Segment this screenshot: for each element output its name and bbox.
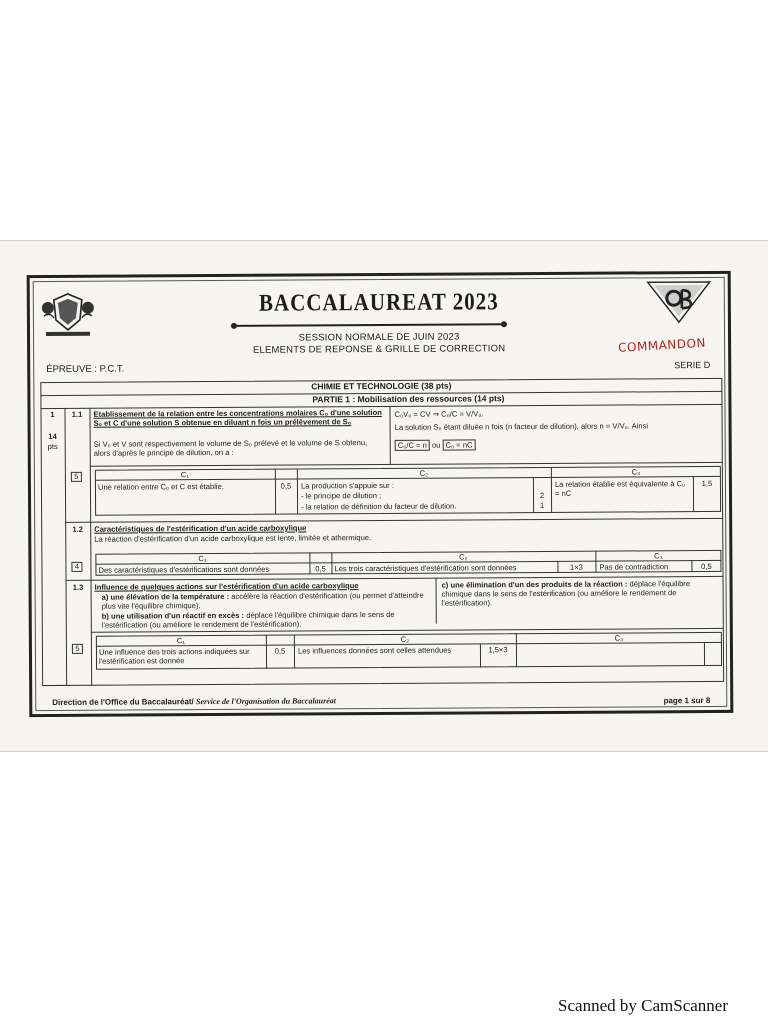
- criterion-c2-item1: - le principe de dilution ;: [300, 490, 382, 501]
- part-title: PARTIE 1 : Mobilisation des ressources (14 pts): [312, 393, 505, 405]
- q1-formula-line2: La solution S₀ étant diluée n fois (n facteur de dilution), alors n = V/V₀. Ainsi: [394, 421, 649, 432]
- q1-body: Si V₀ et V sont respectivement le volume de S₀ prélevé et le volume de S obtenu, alors d'après le principe de dilution, on a :: [93, 438, 368, 458]
- q1-result: [395, 439, 476, 451]
- q3-item-a: [102, 591, 432, 611]
- criterion-c3-header: C₃: [654, 551, 663, 561]
- q1-heading: Etablissement de la relation entre les concentrations molaires C₀ d'une solution S₀ et C d'une solution S obtenue en diluant n fois un prélèvement de S₀: [93, 407, 382, 428]
- q3-item-c-text: déplace l'équilibre chimique dans le sens de l'estérification (ou améliore le rendement de l'estérification).: [441, 579, 691, 609]
- q3-item-a-title: une élévation de la température :: [110, 591, 230, 602]
- score-box-1-1: 5: [71, 472, 82, 482]
- criterion-c3-text: La relation établie est équivalente à C₀ = nC: [554, 479, 686, 499]
- q3-heading: Influence de quelques actions sur l'estérification d'un acide carboxylique: [94, 581, 359, 592]
- criterion-c2-header: C₂: [459, 552, 468, 562]
- criterion-c1-points: 0,5: [280, 481, 292, 491]
- section-title: CHIMIE ET TECHNOLOGIE (38 pts): [311, 380, 452, 392]
- criterion-c1-points: 0,5: [315, 564, 326, 574]
- subquestion-1-3: 1.3: [72, 582, 84, 592]
- score-box-1-3: 5: [72, 644, 83, 654]
- criterion-c2-intro: La production s'appuie sur :: [300, 480, 395, 491]
- criterion-c2-points2: 1: [539, 500, 545, 511]
- q1-formula: C₀V₀ = CV ⇒ C₀/C = V/V₀.: [394, 409, 484, 419]
- criterion-c2-text: Les influences données sont celles attendues: [297, 645, 452, 656]
- page-number: page 1 sur 8: [663, 695, 711, 706]
- q1-result-box1: C₀/C = n: [395, 440, 430, 451]
- q3-item-c: [442, 579, 720, 608]
- question-points-unit: pts: [47, 441, 58, 452]
- q2-heading: Caractéristiques de l'estérification d'un acide carboxylique: [94, 523, 307, 534]
- footer-direction: [52, 696, 336, 707]
- criterion-c2-item2: - la relation de définition du facteur de dilution.: [301, 501, 457, 512]
- handwritten-note: COMMANDON: [617, 335, 707, 355]
- criterion-c2-header: C₂: [419, 468, 429, 478]
- serie-label: SERIE D: [674, 359, 711, 371]
- subquestion-1-1: 1.1: [71, 409, 83, 419]
- scanner-watermark: Scanned by CamScanner: [558, 996, 728, 1015]
- q3-item-b-text: déplace l'équilibre chimique dans le sens de l'estérification (ou améliore le rendement de l'estérification).: [101, 609, 395, 630]
- q3-item-c-label: c): [441, 580, 449, 590]
- grid-col-rule: [704, 642, 705, 666]
- criterion-c3-points: 0,5: [701, 561, 712, 572]
- footer-service-text: Service de l'Organisation du Baccalauréat: [195, 696, 337, 707]
- criterion-c1-header: C₁: [198, 554, 207, 564]
- subtitle-line: ELEMENTS DE REPONSE & GRILLE DE CORRECTION: [252, 343, 506, 356]
- document-frame: [27, 271, 734, 717]
- criterion-c1-text: Des caractéristiques d'estérifications sont données: [98, 564, 270, 575]
- footer-direction-text: Direction de l'Office du Baccalauréat/: [52, 697, 194, 708]
- criterion-c2-text: Les trois caractéristiques d'estérification sont données: [334, 563, 517, 574]
- criterion-c3-text: Pas de contradiction: [599, 562, 669, 572]
- q2-body: La réaction d'estérification d'un acide carboxylique est lente, limitée et athermique.: [94, 533, 372, 544]
- criterion-c1-text: Une relation entre C₀ et C est établie.: [97, 481, 224, 492]
- q3-item-b-title: une utilisation d'un réactif en excès :: [111, 610, 245, 621]
- criterion-c1-header: C₁: [180, 470, 189, 480]
- q3-item-a-label: a): [101, 592, 109, 602]
- score-box-1-2: 4: [71, 562, 82, 572]
- session-line: SESSION NORMALE DE JUIN 2023: [298, 331, 460, 344]
- criterion-c1-text: Une influence des trois actions indiquées sur l'estérification est donnée: [98, 646, 250, 666]
- criterion-c2-points1: 2: [539, 490, 545, 501]
- q3-item-a-text: accélère la réaction d'estérification (ou permet d'atteindre plus vite l'équilibre chimique).: [101, 590, 424, 611]
- scanned-page: [0, 240, 768, 752]
- criterion-c2-points: 1,5×3: [488, 645, 508, 655]
- epreuve-label: ÉPREUVE : P.C.T.: [46, 363, 125, 376]
- q3-item-b: [102, 610, 432, 630]
- criterion-c3-header: C₃: [631, 467, 641, 477]
- criterion-c1-points: 0,5: [274, 646, 286, 656]
- office-logo-icon: [644, 278, 714, 326]
- criterion-c2-points: 1×3: [569, 562, 583, 572]
- criterion-c2-header: C₂: [400, 634, 410, 644]
- q1-result-box2: C₀ = nC: [442, 439, 475, 450]
- criterion-c3-points: 1,5: [701, 478, 713, 489]
- q3-item-c-title: une élimination d'un des produits de la réaction :: [450, 579, 628, 590]
- criterion-c3-header: C₃: [614, 633, 624, 643]
- q3-item-b-label: b): [101, 611, 109, 621]
- question-number: 1: [50, 409, 55, 420]
- q1-result-or: ou: [431, 440, 441, 450]
- title-ornament-rule: [234, 323, 504, 327]
- document-frame-inner: [33, 277, 728, 711]
- document-title: BACCALAUREAT 2023: [258, 287, 499, 317]
- subquestion-1-2: 1.2: [72, 524, 84, 534]
- question-points: 14: [48, 431, 57, 442]
- criterion-c1-header: C₁: [176, 636, 185, 646]
